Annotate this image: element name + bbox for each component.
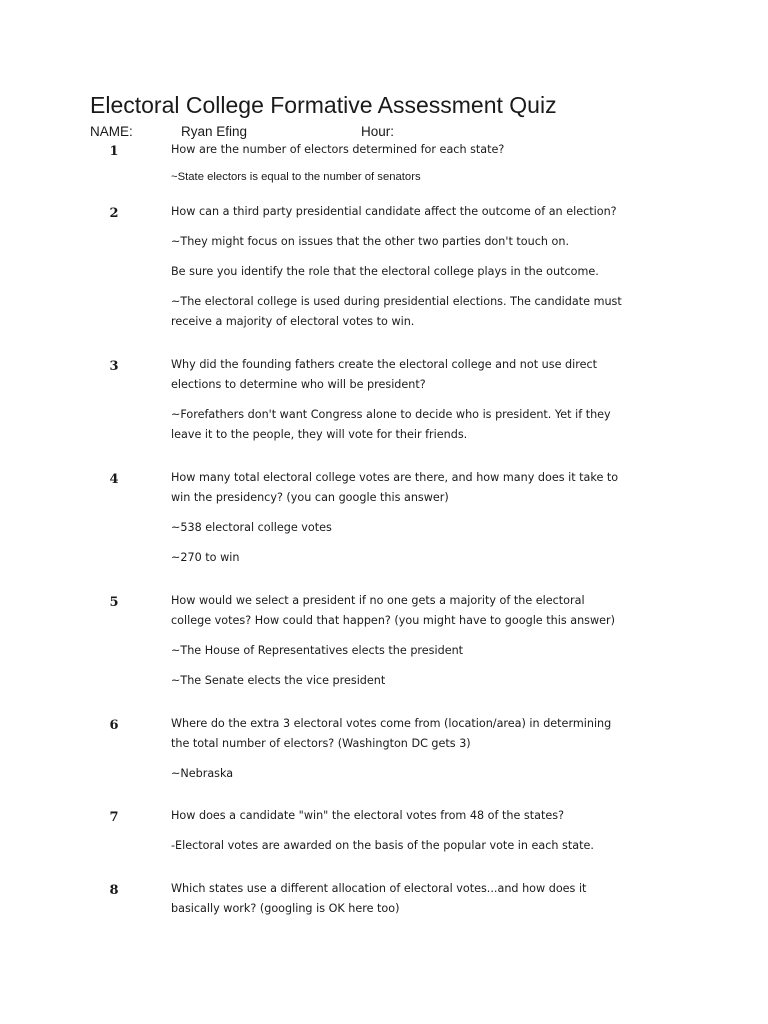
- answer-text: ~The Senate elects the vice president: [171, 674, 386, 687]
- question-text: How can a third party presidential candidate affect the outcome of an election?: [171, 205, 617, 218]
- answer-text: ~The electoral college is used during presidential elections. The candidate must: [171, 295, 622, 308]
- question-number: 3: [109, 359, 119, 374]
- answer-text: ~270 to win: [171, 551, 240, 564]
- question-number: 7: [109, 810, 119, 825]
- question-text: win the presidency? (you can google this answer): [171, 491, 449, 504]
- answer-text: ~The House of Representatives elects the president: [171, 644, 464, 657]
- answer-text: ~Forefathers don't want Congress alone to decide who is president. Yet if they: [171, 408, 611, 421]
- answer-text: ~Nebraska: [171, 767, 234, 780]
- question-text: How would we select a president if no one gets a majority of the electoral: [171, 594, 585, 607]
- question-text: basically work? (googling is OK here too): [171, 902, 400, 915]
- question-number: 8: [109, 883, 119, 898]
- name-value: Ryan Efing: [181, 124, 248, 139]
- question-text: the total number of electors? (Washington DC gets 3): [171, 737, 471, 750]
- name-label: NAME:: [90, 124, 133, 139]
- question-text: How many total electoral college votes are there, and how many does it take to: [171, 471, 619, 484]
- page-title: Electoral College Formative Assessment Quiz: [90, 92, 557, 118]
- question-text: college votes? How could that happen? (you might have to google this answer): [171, 614, 615, 627]
- question-text: Which states use a different allocation of electoral votes...and how does it: [171, 882, 587, 895]
- answer-text: ~They might focus on issues that the other two parties don't touch on.: [171, 235, 569, 248]
- question-text: elections to determine who will be president?: [171, 378, 426, 391]
- answer-text: leave it to the people, they will vote for their friends.: [171, 428, 468, 441]
- hour-label: Hour:: [361, 124, 395, 139]
- question-text: Be sure you identify the role that the electoral college plays in the outcome.: [171, 265, 599, 278]
- answer-text: receive a majority of electoral votes to win.: [171, 315, 415, 328]
- question-text: How does a candidate "win" the electoral votes from 48 of the states?: [171, 809, 565, 822]
- question-number: 2: [109, 206, 119, 221]
- question-text: How are the number of electors determined for each state?: [171, 143, 505, 156]
- answer-text: ~State electors is equal to the number of senators: [171, 171, 421, 183]
- answer-text: -Electoral votes are awarded on the basis of the popular vote in each state.: [171, 839, 594, 852]
- answer-text: ~538 electoral college votes: [171, 521, 332, 534]
- question-number: 1: [109, 144, 119, 159]
- question-text: Where do the extra 3 electoral votes come from (location/area) in determining: [171, 717, 612, 730]
- question-number: 5: [109, 595, 119, 610]
- question-number: 6: [109, 718, 119, 733]
- question-number: 4: [109, 472, 119, 487]
- question-text: Why did the founding fathers create the electoral college and not use direct: [171, 358, 597, 371]
